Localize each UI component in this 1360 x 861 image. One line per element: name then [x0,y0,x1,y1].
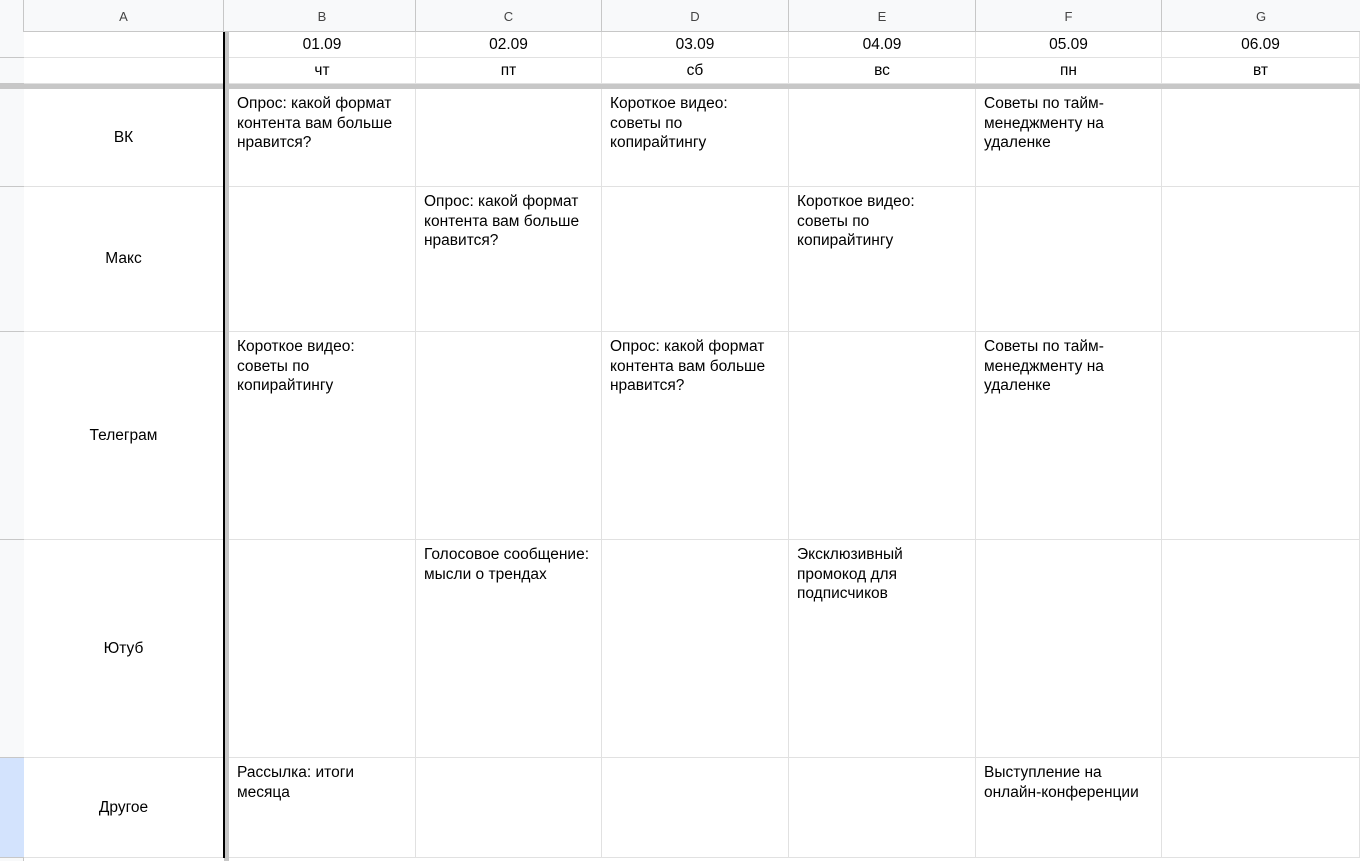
frozen-rows-divider[interactable] [0,84,1360,89]
weekday-cell[interactable]: чт [229,58,416,84]
column-header-e[interactable]: E [789,0,976,32]
date-cell[interactable]: 03.09 [602,32,789,58]
row-header-1[interactable] [0,32,24,58]
content-cell[interactable] [1162,758,1360,858]
row-header-2[interactable] [0,58,24,84]
content-cell[interactable]: Выступление на онлайн-конференции [976,758,1162,858]
content-cell[interactable] [416,89,602,187]
content-cell[interactable]: Короткое видео: советы по копирайтингу [789,187,976,332]
content-cell[interactable] [229,540,416,758]
content-cell[interactable] [602,540,789,758]
column-header-c[interactable]: C [416,0,602,32]
column-header-g[interactable]: G [1255,8,1267,24]
date-cell[interactable]: 06.09 [1162,32,1360,58]
weekday-cell[interactable]: сб [602,58,789,84]
cell-a2[interactable] [24,58,224,84]
content-cell[interactable] [602,758,789,858]
row-header-7[interactable] [0,758,24,858]
weekday-cell[interactable]: вт [1162,58,1360,84]
date-cell[interactable]: 05.09 [976,32,1162,58]
content-cell[interactable] [976,540,1162,758]
content-cell[interactable] [1162,187,1360,332]
content-cell[interactable] [789,332,976,540]
content-cell[interactable]: Советы по тайм-менеджменту на удаленке [976,89,1162,187]
row-header-6[interactable] [0,540,24,758]
content-cell[interactable] [976,187,1162,332]
row-header-4[interactable] [0,187,24,332]
weekday-cell[interactable]: пн [976,58,1162,84]
content-cell[interactable] [1162,540,1360,758]
content-cell[interactable]: Советы по тайм-менеджменту на удаленке [976,332,1162,540]
content-cell[interactable]: Опрос: какой формат контента вам больше нравится? [229,89,416,187]
select-all-corner[interactable] [0,0,24,32]
content-cell[interactable] [602,187,789,332]
weekday-cell[interactable]: пт [416,58,602,84]
channel-label-cell[interactable]: Макс [24,187,224,332]
column-header-d[interactable]: D [602,0,789,32]
row-header-5[interactable] [0,332,24,540]
content-cell[interactable] [1162,89,1360,187]
content-cell[interactable] [789,758,976,858]
date-cell[interactable]: 04.09 [789,32,976,58]
row-header-3[interactable] [0,89,24,187]
content-cell[interactable]: Короткое видео: советы по копирайтингу [229,332,416,540]
column-header-f[interactable]: F [976,0,1162,32]
channel-label-cell[interactable]: Телеграм [24,332,224,540]
content-cell[interactable] [416,758,602,858]
channel-label-cell[interactable]: ВК [24,89,224,187]
column-border-line [223,32,225,858]
content-cell[interactable] [789,89,976,187]
column-header-a[interactable]: A [24,0,224,32]
content-cell[interactable]: Опрос: какой формат контента вам больше нравится? [416,187,602,332]
weekday-cell[interactable]: вс [789,58,976,84]
content-cell[interactable]: Опрос: какой формат контента вам больше нравится? [602,332,789,540]
content-cell[interactable] [416,332,602,540]
content-cell[interactable]: Эксклюзивный промокод для подписчиков [789,540,976,758]
content-cell[interactable] [1162,332,1360,540]
content-cell[interactable]: Рассылка: итоги месяца [229,758,416,858]
column-header-b[interactable]: B [229,0,416,32]
cell-a1[interactable] [24,32,224,58]
date-cell[interactable]: 02.09 [416,32,602,58]
content-cell[interactable]: Голосовое сообщение: мысли о трендах [416,540,602,758]
channel-label-cell[interactable]: Ютуб [24,540,224,758]
date-cell[interactable]: 01.09 [229,32,416,58]
content-cell[interactable]: Короткое видео: советы по копирайтингу [602,89,789,187]
content-cell[interactable] [229,187,416,332]
channel-label-cell[interactable]: Другое [24,758,224,858]
